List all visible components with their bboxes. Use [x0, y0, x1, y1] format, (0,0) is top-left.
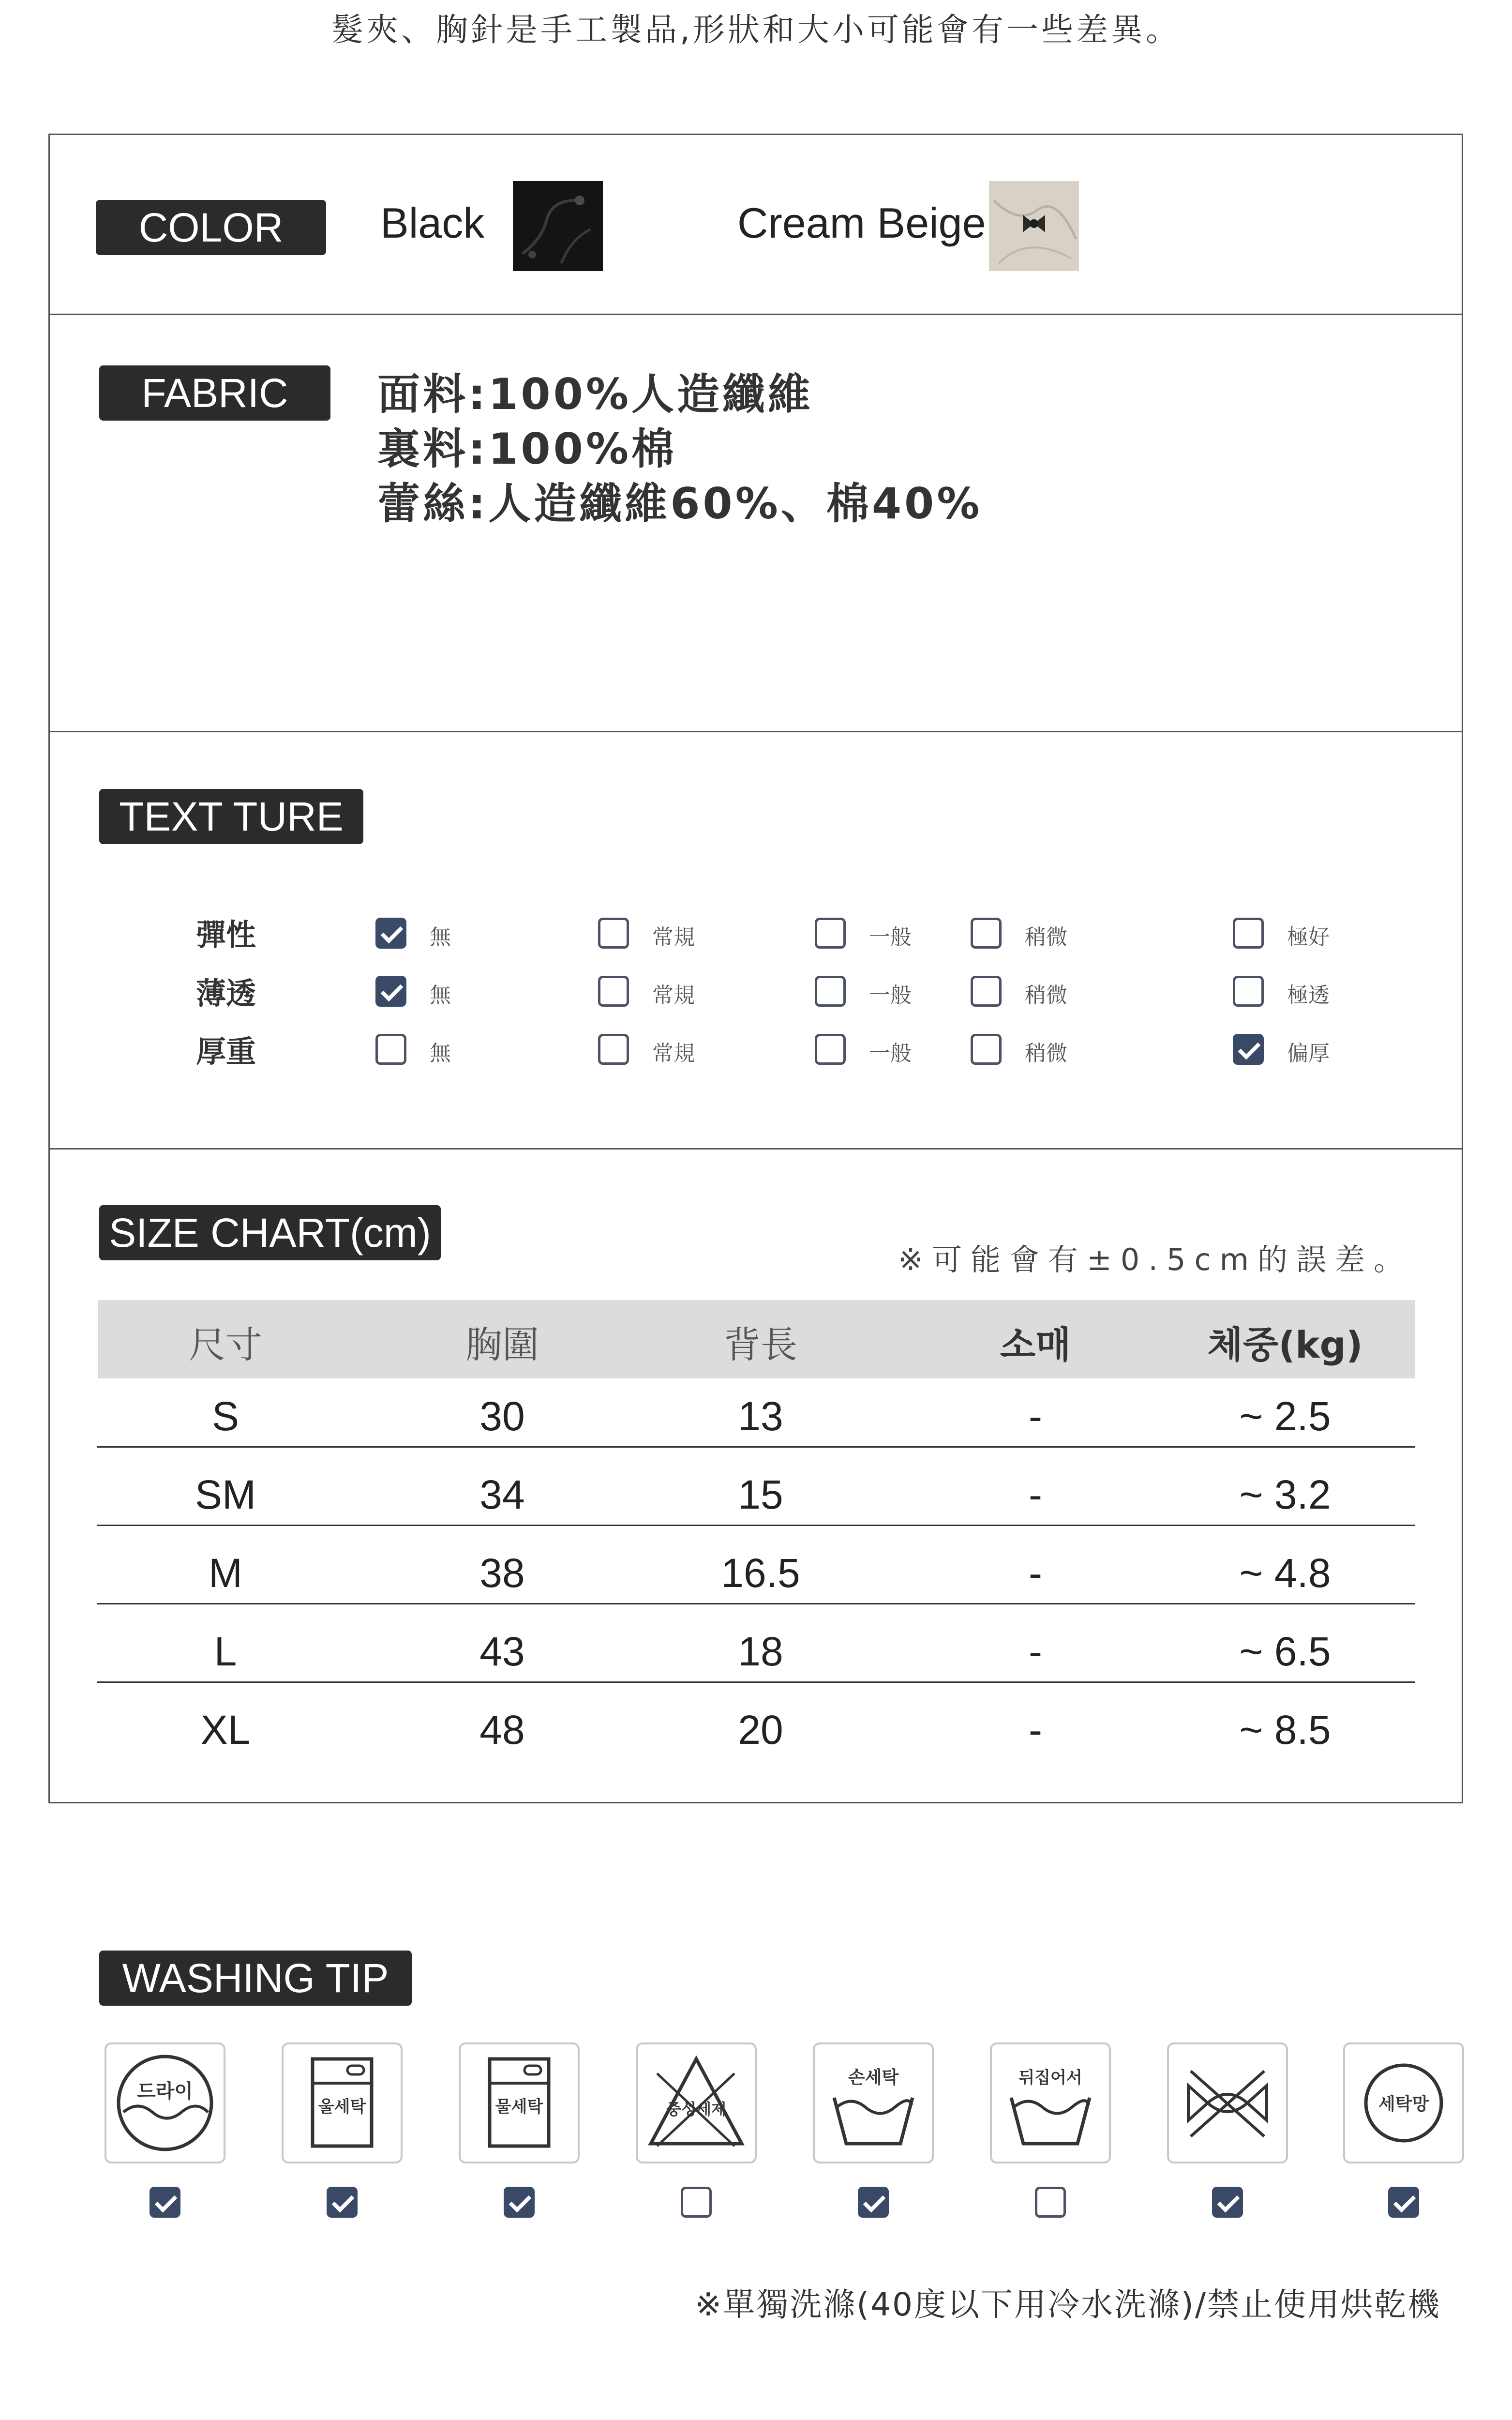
- texture-checkbox[interactable]: [598, 976, 629, 1007]
- texture-checkbox[interactable]: [815, 918, 846, 949]
- size-table-cell: SM: [195, 1472, 256, 1517]
- divider: [48, 731, 1463, 732]
- texture-option-label: 常規: [652, 1041, 695, 1066]
- texture-checkbox[interactable]: [971, 918, 1002, 949]
- texture-option-label: 偏厚: [1287, 1041, 1330, 1066]
- size-table-cell: 16.5: [721, 1550, 800, 1596]
- texture-option-label: 極透: [1287, 983, 1330, 1008]
- wash-checkbox-wool-detergent[interactable]: [327, 2187, 358, 2218]
- size-table-cell: ~ 2.5: [1239, 1393, 1331, 1439]
- texture-option-label: 無: [430, 983, 451, 1008]
- color-section-label: COLOR: [96, 200, 326, 255]
- size-table-cell: S: [211, 1393, 240, 1439]
- size-table-cell: XL: [200, 1707, 251, 1753]
- inside-out-icon: [990, 2042, 1111, 2163]
- size-table-cell: 34: [479, 1472, 525, 1517]
- svg-text:드라이: 드라이: [137, 2080, 193, 2102]
- svg-text:물세탁: 물세탁: [495, 2097, 543, 2117]
- washing-note: ※單獨洗滌(40度以下用冷水洗滌)/禁止使用烘乾機: [695, 2286, 1441, 2323]
- texture-option-label: 一般: [869, 925, 912, 950]
- texture-option-label: 一般: [869, 983, 912, 1008]
- size-header-sleeve: 소매: [1000, 1323, 1071, 1366]
- texture-option-label: 稍微: [1025, 925, 1067, 950]
- texture-checkbox[interactable]: [971, 976, 1002, 1007]
- wool-detergent-icon: [282, 2042, 403, 2163]
- texture-option-label: 一般: [869, 1041, 912, 1066]
- color-option-black-label: Black: [380, 199, 485, 247]
- size-table-row-divider: [97, 1446, 1415, 1448]
- texture-checkbox[interactable]: [815, 1034, 846, 1065]
- laundry-net-icon: [1343, 2042, 1464, 2163]
- wash-checkbox-hand-wash[interactable]: [858, 2187, 889, 2218]
- texture-checkbox[interactable]: [375, 976, 406, 1007]
- svg-text:세탁망: 세탁망: [1378, 2094, 1429, 2114]
- svg-text:울세탁: 울세탁: [318, 2097, 366, 2117]
- size-tolerance-note: ※可能會有±0.5cm的誤差。: [898, 1242, 1412, 1277]
- fabric-section-label: FABRIC: [99, 365, 330, 421]
- texture-option-label: 常規: [652, 925, 695, 950]
- texture-section-label: TEXT TURE: [99, 789, 363, 844]
- svg-text:손세탁: 손세탁: [848, 2068, 899, 2087]
- svg-text:뒤집어서: 뒤집어서: [1018, 2068, 1082, 2087]
- size-table-cell: -: [1029, 1550, 1042, 1596]
- wash-checkbox-laundry-net[interactable]: [1388, 2187, 1419, 2218]
- size-table-cell: 20: [738, 1707, 783, 1753]
- texture-option-label: 極好: [1287, 925, 1330, 950]
- texture-row-label: 彈性: [196, 917, 256, 953]
- size-header-weight: 체중(kg): [1207, 1323, 1363, 1366]
- neutral-detergent-icon: [636, 2042, 757, 2163]
- size-table-cell: -: [1029, 1472, 1042, 1517]
- size-header-size: 尺寸: [189, 1323, 262, 1366]
- fabric-line-lining: 裏料:100%棉: [377, 424, 677, 474]
- color-swatch-black[interactable]: [513, 181, 603, 271]
- size-table-cell: ~ 6.5: [1239, 1629, 1331, 1674]
- divider: [48, 1148, 1463, 1150]
- hand-wash-icon: [813, 2042, 934, 2163]
- texture-option-label: 無: [430, 925, 451, 950]
- wash-checkbox-dry-clean[interactable]: [150, 2187, 180, 2218]
- texture-checkbox[interactable]: [1233, 918, 1264, 949]
- handmade-note: 髮夾、胸針是手工製品,形狀和大小可能會有一些差異。: [331, 11, 1181, 48]
- size-table-cell: 13: [738, 1393, 783, 1439]
- texture-row-label: 薄透: [196, 976, 256, 1011]
- size-chart-section-label: SIZE CHART(cm): [99, 1205, 441, 1260]
- size-table-cell: L: [214, 1629, 237, 1674]
- texture-option-label: 常規: [652, 983, 695, 1008]
- size-table-cell: ~ 4.8: [1239, 1550, 1331, 1596]
- texture-checkbox[interactable]: [1233, 1034, 1264, 1065]
- texture-checkbox[interactable]: [375, 918, 406, 949]
- wash-checkbox-neutral-detergent[interactable]: [681, 2187, 712, 2218]
- size-table-cell: 15: [738, 1472, 783, 1517]
- texture-checkbox[interactable]: [598, 918, 629, 949]
- texture-row-label: 厚重: [196, 1034, 256, 1069]
- size-table-cell: 30: [479, 1393, 525, 1439]
- fabric-line-shell: 面料:100%人造纖維: [377, 369, 814, 419]
- wash-checkbox-inside-out[interactable]: [1035, 2187, 1066, 2218]
- size-table-cell: 43: [479, 1629, 525, 1674]
- texture-option-label: 稍微: [1025, 983, 1067, 1008]
- texture-checkbox[interactable]: [598, 1034, 629, 1065]
- texture-option-label: 無: [430, 1041, 451, 1066]
- color-option-cream-beige-label: Cream Beige: [737, 199, 986, 247]
- size-table-row-divider: [97, 1525, 1415, 1526]
- texture-checkbox[interactable]: [815, 976, 846, 1007]
- water-wash-icon: [459, 2042, 580, 2163]
- texture-checkbox[interactable]: [971, 1034, 1002, 1065]
- size-table-cell: -: [1029, 1707, 1042, 1753]
- wash-checkbox-no-wring[interactable]: [1212, 2187, 1243, 2218]
- svg-text:중성세제: 중성세제: [666, 2100, 726, 2118]
- dry-clean-icon: [105, 2042, 225, 2163]
- texture-option-label: 稍微: [1025, 1041, 1067, 1066]
- size-table-cell: 48: [479, 1707, 525, 1753]
- size-table-cell: ~ 3.2: [1239, 1472, 1331, 1517]
- no-wring-icon: [1167, 2042, 1288, 2163]
- size-table-cell: 38: [479, 1550, 525, 1596]
- size-table-cell: -: [1029, 1629, 1042, 1674]
- fabric-line-lace: 蕾絲:人造纖維60%、棉40%: [377, 479, 983, 529]
- size-header-back-length: 背長: [724, 1323, 797, 1366]
- texture-checkbox[interactable]: [1233, 976, 1264, 1007]
- size-table-row-divider: [97, 1603, 1415, 1604]
- size-table-cell: M: [209, 1550, 242, 1596]
- washing-tip-section-label: WASHING TIP: [99, 1951, 412, 2006]
- size-table-cell: ~ 8.5: [1239, 1707, 1331, 1753]
- size-table-cell: 18: [738, 1629, 783, 1674]
- size-table-cell: -: [1029, 1393, 1042, 1439]
- size-table-row-divider: [97, 1681, 1415, 1683]
- wash-checkbox-water-wash[interactable]: [504, 2187, 535, 2218]
- texture-checkbox[interactable]: [375, 1034, 406, 1065]
- divider: [48, 314, 1463, 315]
- color-swatch-cream-beige[interactable]: [989, 181, 1079, 271]
- size-header-chest: 胸圍: [465, 1323, 539, 1366]
